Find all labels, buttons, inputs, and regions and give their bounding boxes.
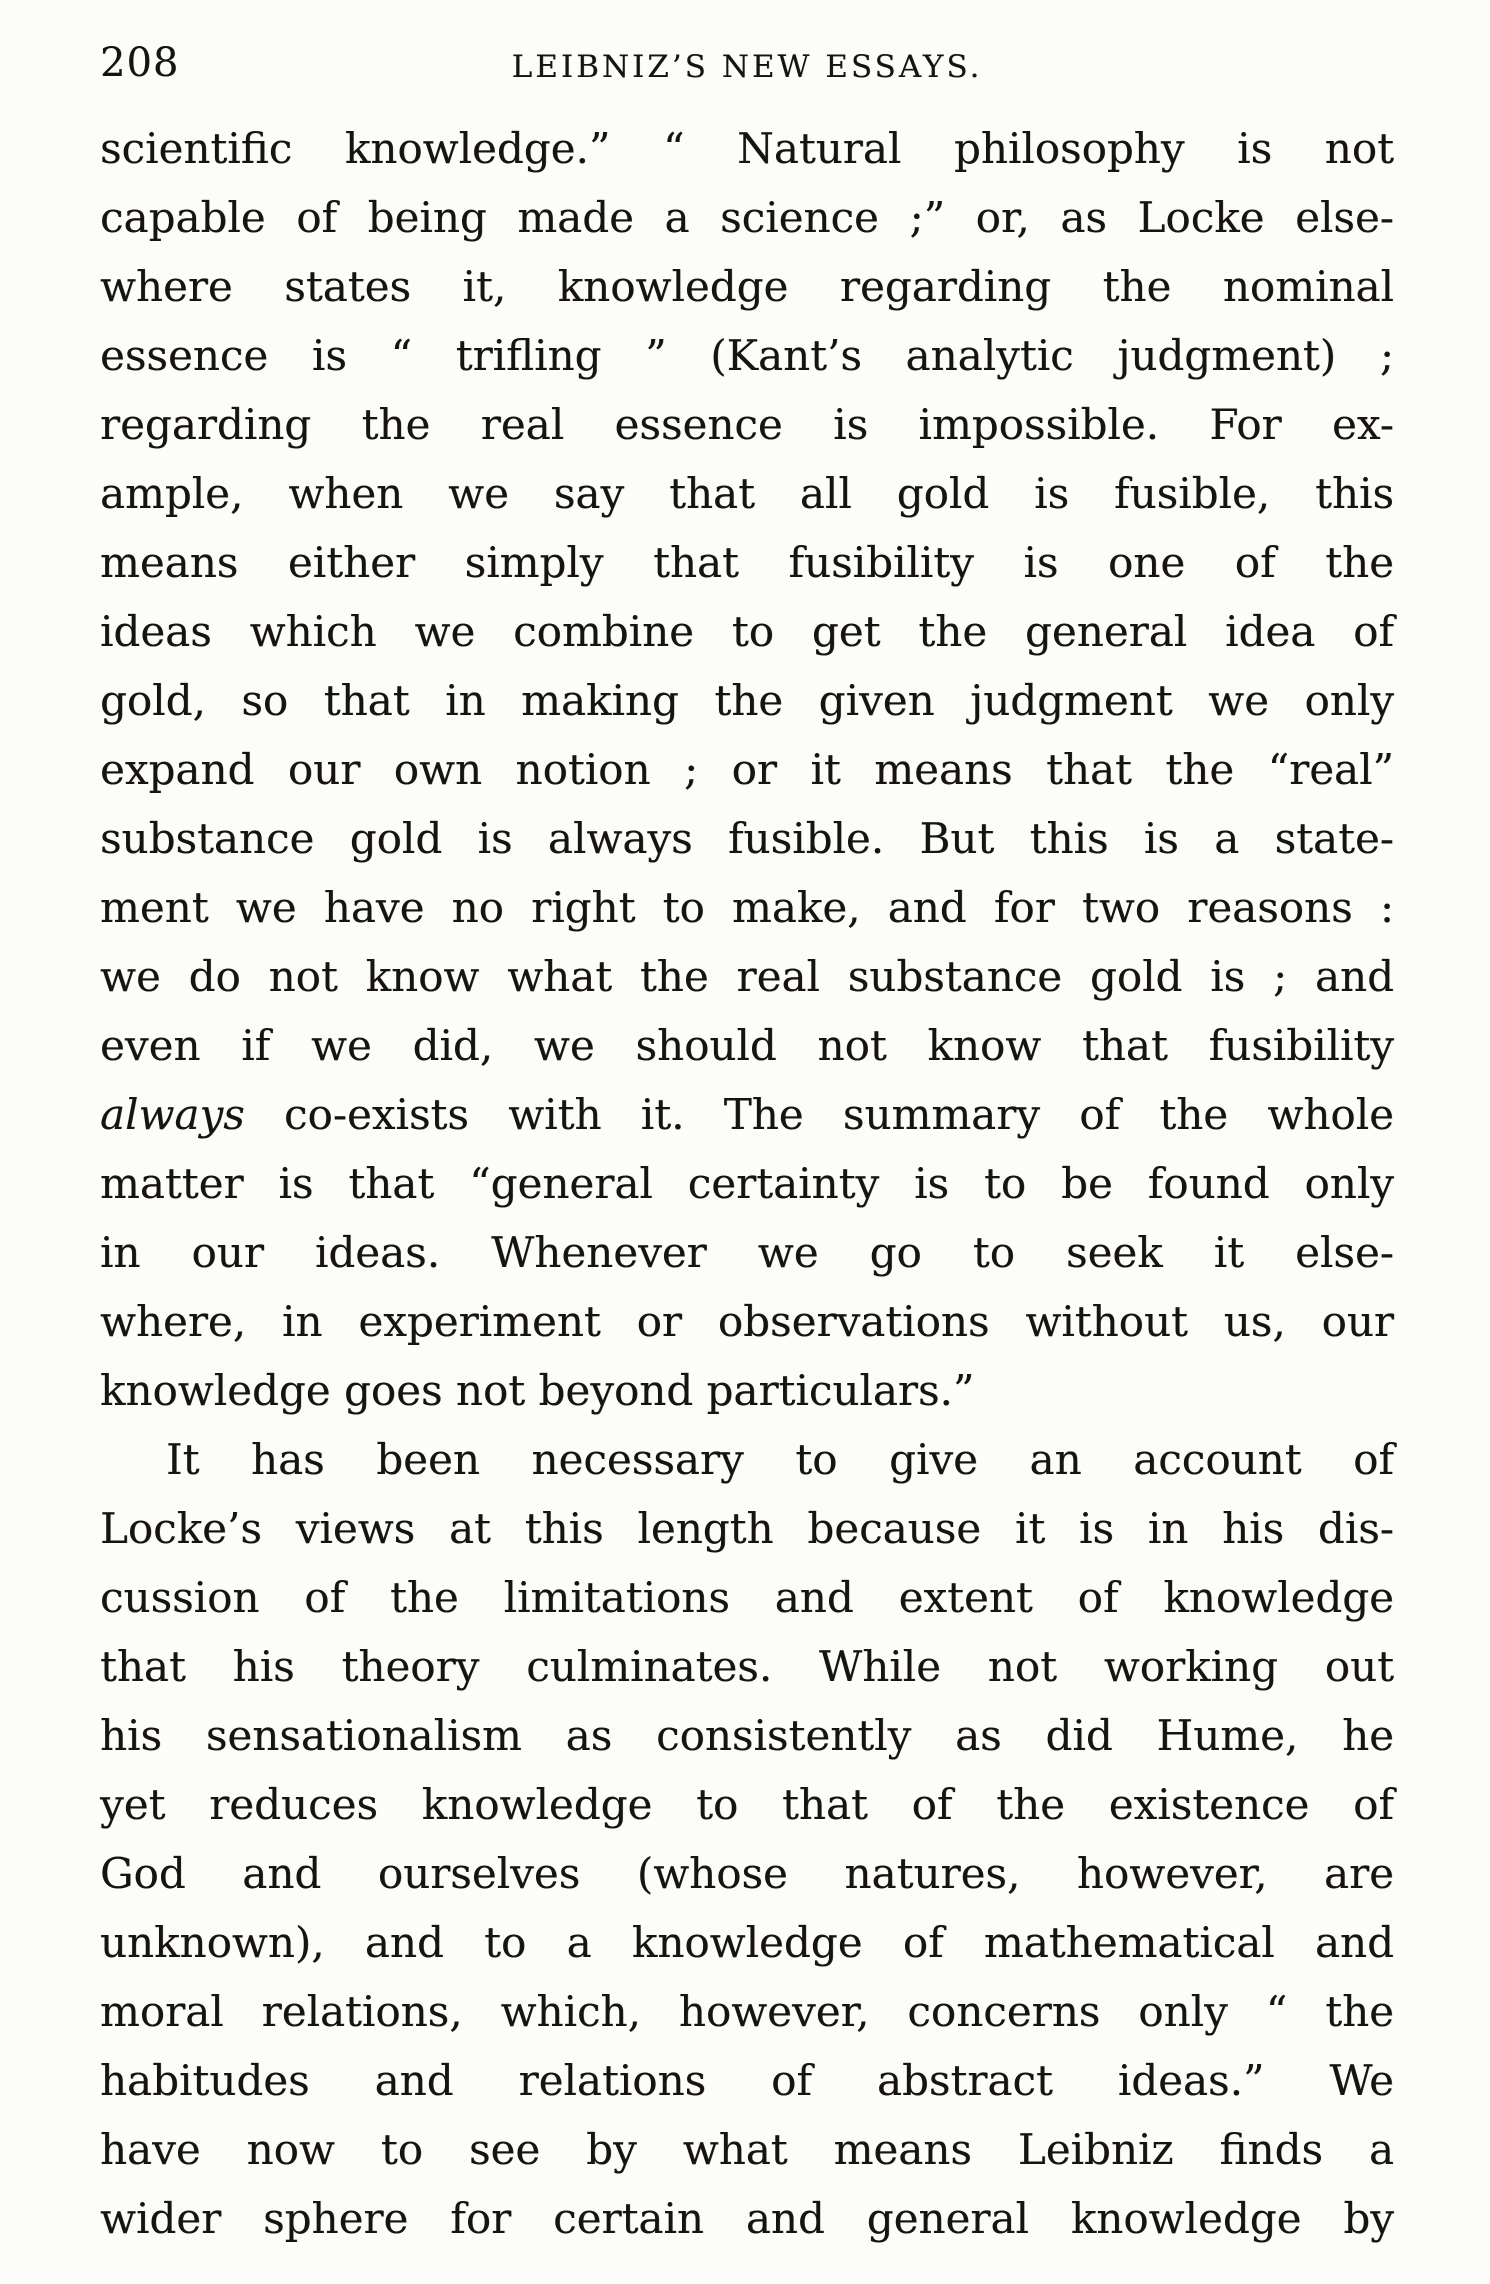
page-number: 208 — [100, 40, 180, 86]
text-segment: ample, when we say that all gold is fusible, this — [100, 469, 1394, 518]
paragraph — [100, 1425, 1394, 2253]
text-line — [100, 804, 1394, 873]
text-line — [100, 2184, 1394, 2253]
text-segment: moral relations, which, however, concerns only “ the — [100, 1987, 1394, 2036]
text-line — [100, 735, 1394, 804]
text-segment: even if we did, we should not know that fusibility — [100, 1021, 1394, 1070]
text-line — [100, 666, 1394, 735]
text-line — [100, 528, 1394, 597]
text-line — [100, 114, 1394, 183]
paragraph — [100, 114, 1394, 1425]
text-line — [100, 1356, 1394, 1425]
text-line — [100, 1011, 1394, 1080]
page-header — [100, 40, 1394, 102]
text-segment: expand our own notion ; or it means that the “real” — [100, 745, 1394, 794]
text-segment: capable of being made a science ;” or, as Locke else- — [100, 193, 1394, 242]
text-segment: cussion of the limitations and extent of knowledge — [100, 1573, 1394, 1622]
text-line — [100, 1563, 1394, 1632]
text-line — [100, 1908, 1394, 1977]
text-segment: ment we have no right to make, and for two reasons : — [100, 883, 1394, 932]
italic-segment: always — [100, 1090, 245, 1139]
text-segment: habitudes and relations of abstract ideas.” We — [100, 2056, 1394, 2105]
text-line — [100, 1218, 1394, 1287]
text-segment: ideas which we combine to get the general idea of — [100, 607, 1394, 656]
text-segment: we do not know what the real substance gold is ; and — [100, 952, 1394, 1001]
text-line — [100, 459, 1394, 528]
text-segment: scientific knowledge.” “ Natural philosophy is not — [100, 124, 1394, 173]
text-segment: wider sphere for certain and general knowledge by — [100, 2194, 1394, 2243]
running-title: LEIBNIZ’S NEW ESSAYS. — [511, 49, 983, 85]
text-segment: in our ideas. Whenever we go to seek it else- — [100, 1228, 1394, 1277]
text-segment: his sensationalism as consistently as did Hume, he — [100, 1711, 1394, 1760]
text-segment: unknown), and to a knowledge of mathematical and — [100, 1918, 1394, 1967]
text-segment: means either simply that fusibility is one of the — [100, 538, 1394, 587]
text-line — [100, 1149, 1394, 1218]
text-line — [100, 597, 1394, 666]
text-line — [100, 2046, 1394, 2115]
text-segment: regarding the real essence is impossible. For ex- — [100, 400, 1394, 449]
text-segment: yet reduces knowledge to that of the existence of — [100, 1780, 1394, 1829]
text-segment: God and ourselves (whose natures, however, are — [100, 1849, 1394, 1898]
text-segment: matter is that “general certainty is to be found only — [100, 1159, 1394, 1208]
text-line — [100, 321, 1394, 390]
text-segment: where, in experiment or observations without us, our — [100, 1297, 1394, 1346]
text-segment: Locke’s views at this length because it is in his dis- — [100, 1504, 1394, 1553]
text-line — [100, 183, 1394, 252]
text-segment: It has been necessary to give an account of — [166, 1435, 1394, 1484]
text-segment: have now to see by what means Leibniz finds a — [100, 2125, 1394, 2174]
text-segment: that his theory culminates. While not working out — [100, 1642, 1394, 1691]
text-line — [100, 1770, 1394, 1839]
text-line — [100, 1839, 1394, 1908]
text-block — [100, 114, 1394, 2253]
text-segment: co-exists with it. The summary of the whole — [244, 1090, 1394, 1139]
text-line — [100, 252, 1394, 321]
text-line — [100, 1701, 1394, 1770]
text-segment: substance gold is always fusible. But this is a state- — [100, 814, 1394, 863]
text-segment: where states it, knowledge regarding the nominal — [100, 262, 1394, 311]
text-segment: gold, so that in making the given judgment we only — [100, 676, 1394, 725]
text-line — [100, 873, 1394, 942]
text-line — [100, 1632, 1394, 1701]
text-line — [100, 1080, 1394, 1149]
text-line — [100, 1977, 1394, 2046]
text-line — [100, 1287, 1394, 1356]
text-line — [100, 390, 1394, 459]
text-line — [100, 942, 1394, 1011]
text-line — [100, 1425, 1394, 1494]
text-segment: essence is “ trifling ” (Kant’s analytic judgment) ; — [100, 331, 1394, 380]
text-segment: knowledge goes not beyond particulars.” — [100, 1366, 975, 1415]
text-line — [100, 2115, 1394, 2184]
text-line — [100, 1494, 1394, 1563]
